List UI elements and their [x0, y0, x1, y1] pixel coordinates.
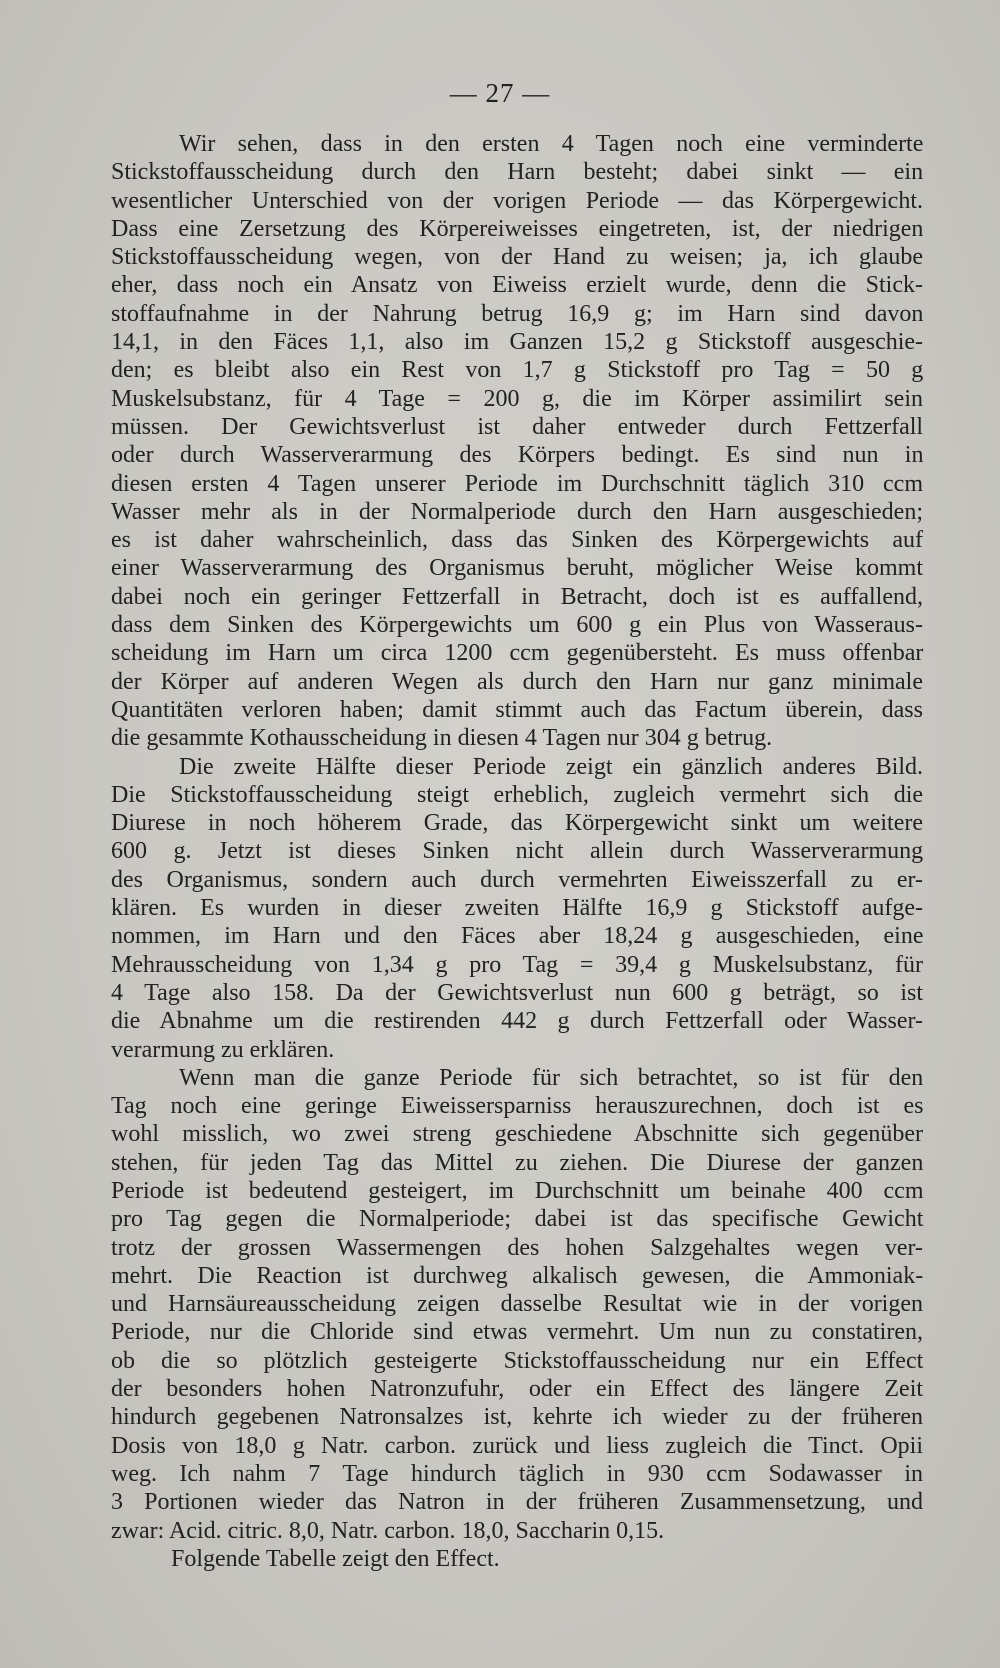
text-line: der besonders hohen Natronzufuhr, oder ein Effect des längere Zeit: [111, 1376, 924, 1403]
text-line: es ist daher wahrscheinlich, dass das Sinken des Körpergewichts auf: [111, 527, 923, 554]
text-line: klären. Es wurden in dieser zweiten Hälfte 16,9 g Stickstoff aufge-: [111, 895, 923, 922]
text-line: Quantitäten verloren haben; damit stimmt auch das Factum überein, dass: [111, 696, 923, 723]
text-line: Stickstoffausscheidung durch den Harn besteht; dabei sinkt — ein: [111, 159, 924, 186]
text-line: stoffaufnahme in der Nahrung betrug 16,9 g; im Harn sind davon: [111, 300, 924, 327]
text-line: hindurch gegebenen Natronsalzes ist, kehrte ich wieder zu der früheren: [111, 1404, 923, 1431]
text-line: weg. Ich nahm 7 Tage hindurch täglich in 930 ccm Sodawasser in: [111, 1460, 923, 1487]
text-line: Diurese in noch höherem Grade, das Körpergewicht sinkt um weitere: [111, 810, 923, 837]
text-line: 3 Portionen wieder das Natron in der früheren Zusammensetzung, und: [111, 1489, 923, 1516]
text-line: dabei noch ein geringer Fettzerfall in Betracht, doch ist es auffallend,: [111, 583, 923, 610]
text-line: Wenn man die ganze Periode für sich betrachtet, so ist für den: [179, 1064, 924, 1091]
text-line: Periode, nur die Chloride sind etwas vermehrt. Um nun zu constatiren,: [111, 1319, 923, 1346]
text-line: Tag noch eine geringe Eiweissersparniss herauszurechnen, doch ist es: [111, 1093, 924, 1120]
text-line: 4 Tage also 158. Da der Gewichtsverlust nun 600 g beträgt, so ist: [111, 979, 923, 1006]
text-line: eher, dass noch ein Ansatz von Eiweiss erzielt wurde, denn die Stick-: [111, 272, 923, 299]
text-line: nommen, im Harn und den Fäces aber 18,24 g ausgeschieden, eine: [111, 923, 924, 950]
text-line: ob die so plötzlich gesteigerte Stickstoffausscheidung nur ein Effect: [111, 1347, 924, 1374]
text-line: Wir sehen, dass in den ersten 4 Tagen noch eine verminderte: [179, 131, 924, 157]
text-line: verarmung zu erklären.: [111, 1036, 335, 1063]
text-line: oder durch Wasserverarmung des Körpers bedingt. Es sind nun in: [111, 442, 924, 469]
text-line: 14,1, in den Fäces 1,1, also im Ganzen 15,2 g Stickstoff ausgeschie-: [111, 329, 924, 356]
text-line: Muskelsubstanz, für 4 Tage = 200 g, die im Körper assimilirt sein: [111, 385, 923, 412]
text-line: stehen, für jeden Tag das Mittel zu ziehen. Die Diurese der ganzen: [111, 1149, 924, 1176]
text-line: den; es bleibt also ein Rest von 1,7 g Stickstoff pro Tag = 50 g: [111, 357, 924, 384]
text-line: Dass eine Zersetzung des Körpereiweisses eingetreten, ist, der niedrigen: [111, 215, 924, 242]
text-line: dass dem Sinken des Körpergewichts um 600 g ein Plus von Wasseraus-: [111, 612, 923, 639]
text-line: Die Stickstoffausscheidung steigt erheblich, zugleich vermehrt sich die: [111, 781, 924, 808]
text-line: Die zweite Hälfte dieser Periode zeigt ein gänzlich anderes Bild.: [179, 753, 923, 780]
text-line: Dosis von 18,0 g Natr. carbon. zurück und liess zugleich die Tinct. Opii: [111, 1432, 923, 1459]
text-line: diesen ersten 4 Tagen unserer Periode im Durchschnitt täglich 310 ccm: [111, 470, 924, 497]
text-line: müssen. Der Gewichtsverlust ist daher entweder durch Fettzerfall: [111, 413, 924, 440]
text-line: Wasser mehr als in der Normalperiode durch den Harn ausgeschieden;: [111, 498, 923, 525]
text-line: zwar: Acid. citric. 8,0, Natr. carbon. 18,0, Saccharin 0,15.: [111, 1517, 665, 1544]
text-line: Stickstoffausscheidung wegen, von der Hand zu weisen; ja, ich glaube: [111, 244, 924, 271]
text-line: scheidung im Harn um circa 1200 ccm gegenübersteht. Es muss offenbar: [111, 640, 924, 667]
text-line: Mehrausscheidung von 1,34 g pro Tag = 39,4 g Muskelsubstanz, für: [111, 951, 923, 978]
text-line: mehrt. Die Reaction ist durchweg alkalisch gewesen, die Ammoniak-: [111, 1262, 924, 1289]
paragraph: [111, 130, 923, 753]
text-line: Periode ist bedeutend gesteigert, im Durchschnitt um beinahe 400 ccm: [111, 1177, 924, 1204]
page-number: — 27 —: [449, 78, 551, 108]
paragraph: [111, 753, 923, 1064]
text-line: wesentlicher Unterschied von der vorigen Periode — das Körpergewicht.: [111, 187, 924, 214]
text-line: die gesammte Kothausscheidung in diesen 4 Tagen nur 304 g betrug.: [111, 725, 773, 752]
text-line: die Abnahme um die restirenden 442 g durch Fettzerfall oder Wasser-: [111, 1008, 923, 1035]
text-line: und Harnsäureausscheidung zeigen dasselbe Resultat wie in der vorigen: [111, 1291, 923, 1318]
paragraph: [111, 1064, 923, 1545]
body-text: [111, 130, 923, 1573]
text-line: der Körper auf anderen Wegen als durch den Harn nur ganz minimale: [111, 668, 923, 695]
text-line: einer Wasserverarmung des Organismus beruht, möglicher Weise kommt: [111, 555, 923, 582]
text-line: pro Tag gegen die Normalperiode; dabei ist das specifische Gewicht: [111, 1206, 924, 1233]
text-line: 600 g. Jetzt ist dieses Sinken nicht allein durch Wasserverarmung: [111, 838, 924, 865]
text-line: Folgende Tabelle zeigt den Effect.: [171, 1545, 500, 1572]
text-line: trotz der grossen Wassermengen des hohen Salzgehaltes wegen ver-: [111, 1234, 923, 1261]
text-line: des Organismus, sondern auch durch vermehrten Eiweisszerfall zu er-: [111, 866, 923, 893]
paragraph: [111, 1545, 923, 1573]
text-line: wohl misslich, wo zwei streng geschiedene Abschnitte sich gegenüber: [111, 1121, 923, 1148]
